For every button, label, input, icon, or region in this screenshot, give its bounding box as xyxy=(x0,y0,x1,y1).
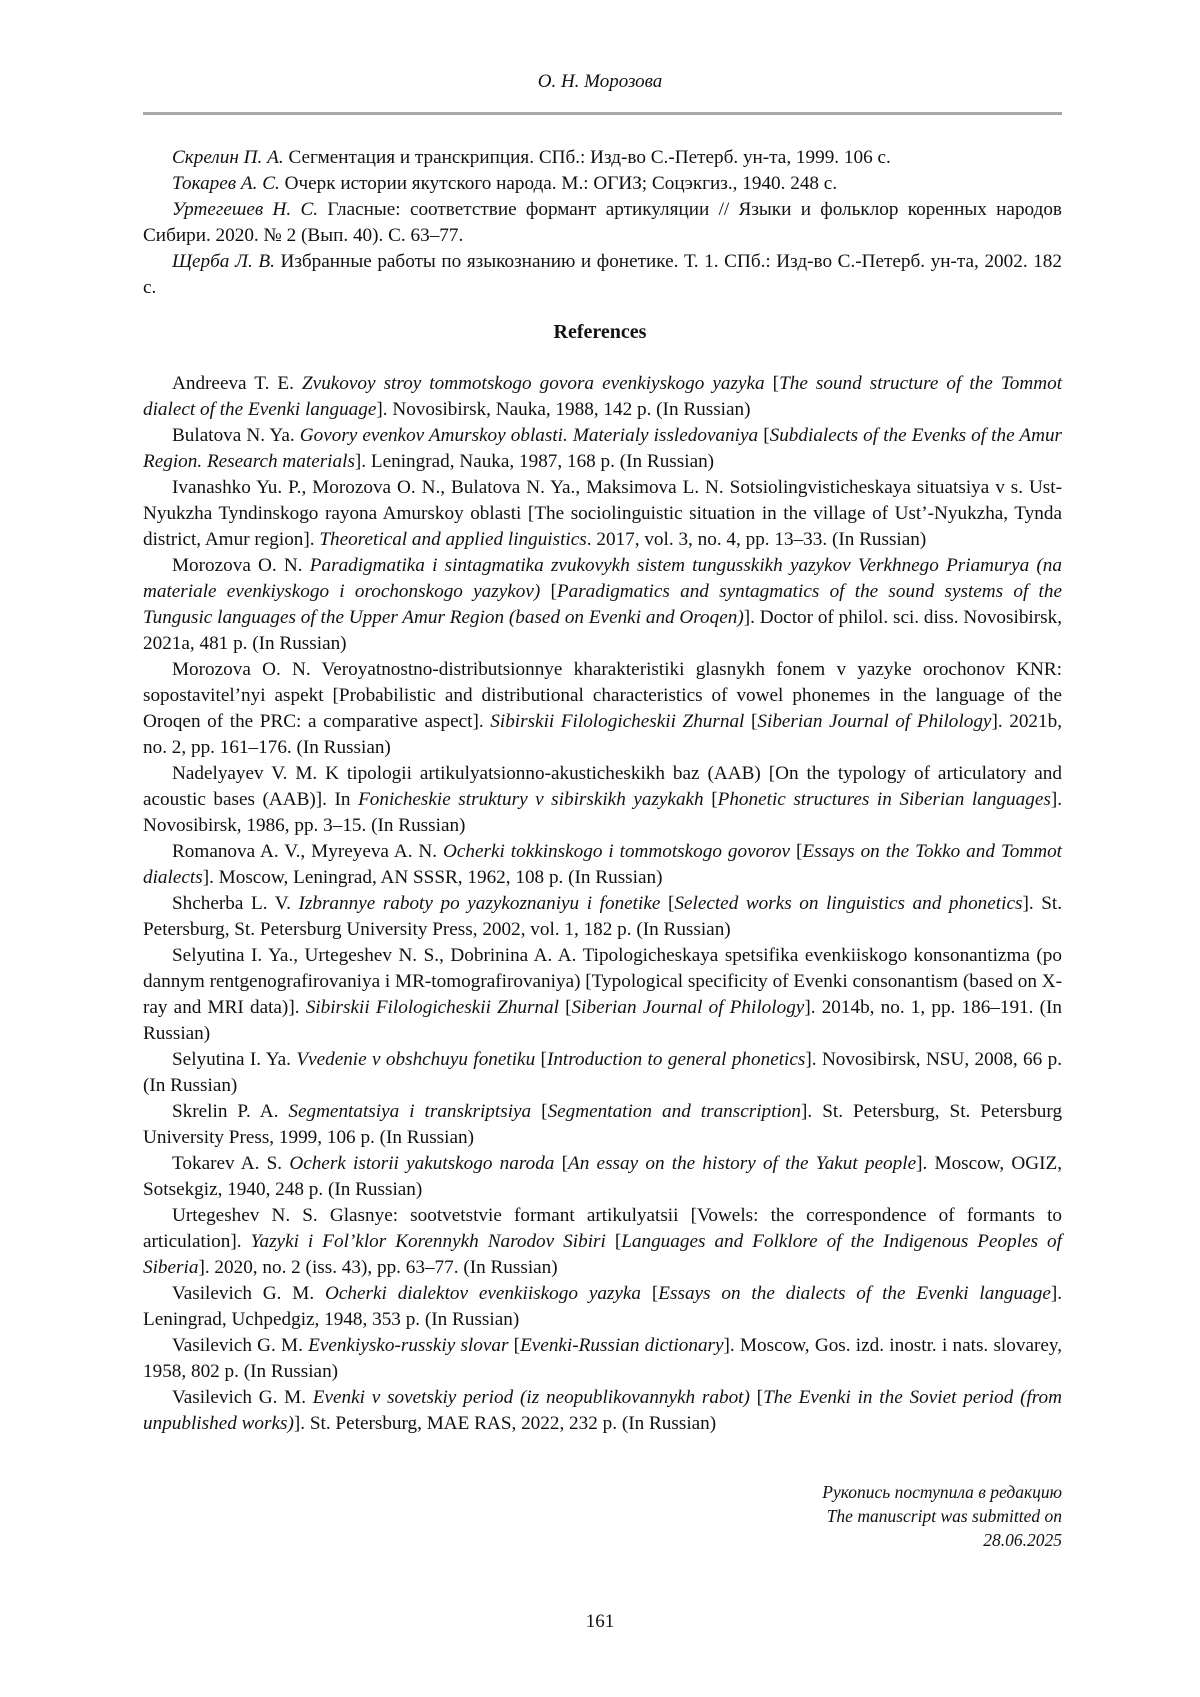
reference-text-segment: Andreeva T. E. xyxy=(172,373,302,394)
reference-text-segment: ]. Novosibirsk, 1986, pp. 3–15. (In Russian) xyxy=(143,789,1062,836)
reference-text-segment: . 2017, vol. 3, no. 4, pp. 13–33. (In Russian) xyxy=(586,529,927,550)
reference-text-segment: ]. Moscow, OGIZ, Sotsekgiz, 1940, 248 p. (In Russian) xyxy=(143,1153,1063,1200)
reference-entry xyxy=(143,475,1062,553)
reference-italic-segment: Languages and Folklore of the Indigenous Peoples of Siberia xyxy=(143,1231,1062,1278)
reference-italic-segment: Yazyki i Fol’klor Korennykh Narodov Sibiri xyxy=(250,1231,606,1252)
reference-entry xyxy=(143,423,1062,475)
reference-entry xyxy=(143,171,1062,197)
references-heading: References xyxy=(553,321,647,343)
reference-italic-segment: Ocherk istorii yakutskogo naroda xyxy=(289,1153,555,1174)
reference-text-segment: ]. 2020, no. 2 (iss. 43), pp. 63–77. (In Russian) xyxy=(198,1257,558,1278)
reference-text-segment: [ xyxy=(641,1283,659,1304)
reference-text-segment: Romanova A. V., Myreyeva A. N. xyxy=(172,841,444,862)
reference-text-segment: [ xyxy=(758,425,770,446)
submission-line-en: The manuscript was submitted on xyxy=(826,1506,1062,1526)
english-reference-list xyxy=(143,371,1062,1437)
reference-text-segment: ]. St. Petersburg, MAE RAS, 2022, 232 p. (In Russian) xyxy=(293,1413,717,1434)
reference-entry xyxy=(143,249,1062,301)
reference-italic-segment: Phonetic structures in Siberian languages xyxy=(717,789,1051,810)
reference-text-segment: [ xyxy=(749,1387,764,1408)
reference-text-segment: [ xyxy=(508,1335,521,1356)
reference-italic-segment: Essays on the dialects of the Evenki language xyxy=(658,1283,1051,1304)
reference-text-segment: [ xyxy=(744,711,758,732)
reference-entry xyxy=(143,1099,1062,1151)
reference-italic-segment: Sibirskii Filologicheskii Zhurnal xyxy=(305,997,559,1018)
reference-italic-segment: Siberian Journal of Philology xyxy=(757,711,992,732)
reference-text-segment: Nadelyayev V. M. K tipologii artikulyatsionno-akusticheskikh baz (AAB) [On the typology of articulatory and acoustic bases (AAB)]. In xyxy=(143,763,1062,810)
reference-text-segment: Гласные: соответствие формант артикуляции // Языки и фольклор коренных народов Сибири. 2020. № 2 (Вып. 40). С. 63–77. xyxy=(143,199,1062,246)
reference-italic-segment: Subdialects of the Evenks of the Amur Region. Research materials xyxy=(143,425,1063,472)
reference-italic-segment: Evenki-Russian dictionary xyxy=(520,1335,724,1356)
reference-text-segment: [ xyxy=(605,1231,622,1252)
running-header-author: О. Н. Морозова xyxy=(537,71,663,92)
reference-italic-segment: Izbrannye raboty po yazykoznaniyu i fonetike xyxy=(298,893,661,914)
reference-entry xyxy=(143,197,1062,249)
russian-reference-list xyxy=(143,145,1062,301)
reference-entry xyxy=(143,1281,1062,1333)
reference-text-segment: Morozova O. N. xyxy=(172,555,310,576)
reference-entry xyxy=(143,1385,1062,1437)
reference-text-segment: [ xyxy=(764,373,780,394)
reference-italic-segment: Introduction to general phonetics xyxy=(546,1049,806,1070)
reference-text-segment: Selyutina I. Ya., Urtegeshev N. S., Dobrinina A. A. Tipologicheskaya spetsifika evenkiiskogo konsonantizma (po dannym rentgenografirovaniya i MR-tomografirovaniya) [Typological specificity of Evenki consonantism (based on X-ray and MRI data)]. xyxy=(143,945,1062,1018)
reference-italic-segment: Siberian Journal of Philology xyxy=(571,997,805,1018)
reference-entry xyxy=(143,1203,1062,1281)
reference-entry xyxy=(143,145,1062,171)
submission-note xyxy=(662,1480,1062,1552)
reference-italic-segment: Ocherki tokkinskogo i tommotskogo govorov xyxy=(443,841,791,862)
reference-italic-segment: Paradigmatics and syntagmatics of the sound systems of the Tungusic languages of the Upper Amur Region (based on Evenki and Oroqen) xyxy=(143,581,1062,628)
reference-text-segment: ]. Doctor of philol. sci. diss. Novosibirsk, 2021a, 481 p. (In Russian) xyxy=(143,607,1062,654)
reference-italic-segment: Щерба Л. В. xyxy=(172,251,275,272)
reference-italic-segment: Zvukovoy stroy tommotskogo govora evenkiyskogo yazyka xyxy=(302,373,765,394)
reference-text-segment: [ xyxy=(790,841,803,862)
reference-italic-segment: Fonicheskie struktury v sibirskikh yazykakh xyxy=(358,789,704,810)
reference-text-segment: Tokarev A. S. xyxy=(172,1153,290,1174)
reference-italic-segment: Уртегешев Н. С. xyxy=(172,199,319,220)
reference-italic-segment: Theoretical and applied linguistics xyxy=(319,529,587,550)
reference-text-segment: Избранные работы по языкознанию и фонетике. Т. 1. СПб.: Изд-во С.-Петерб. ун-та, 2002. 182 с. xyxy=(143,251,1062,298)
submission-line-ru: Рукопись поступила в редакцию xyxy=(822,1482,1062,1502)
submission-date: 28.06.2025 xyxy=(983,1530,1062,1550)
reference-entry xyxy=(143,891,1062,943)
reference-italic-segment: The Evenki in the Soviet period (from unpublished works) xyxy=(143,1387,1062,1434)
reference-text-segment: Сегментация и транскрипция. СПб.: Изд-во С.-Петерб. ун-та, 1999. 106 с. xyxy=(283,147,891,168)
reference-entry xyxy=(143,839,1062,891)
header-divider xyxy=(143,112,1062,115)
reference-italic-segment: Paradigmatika i sintagmatika zvukovykh sistem tungusskikh yazykov Verkhnego Priamurya (na materiale evenkiyskogo i orochonskogo yazykov) xyxy=(143,555,1062,602)
reference-entry xyxy=(143,1333,1062,1385)
reference-text-segment: ]. St. Petersburg, St. Petersburg University Press, 2002, vol. 1, 182 p. (In Russian) xyxy=(143,893,1063,940)
reference-text-segment: Morozova O. N. Veroyatnostno-distributsionnye kharakteristiki glasnykh fonem v yazyke orochonov KNR: sopostavitel’nyi aspekt [Probabilistic and distributional characteristics of vowel phonemes in the language of the Oroqen of the PRC: a comparative aspect]. xyxy=(143,659,1062,732)
reference-entry xyxy=(143,371,1062,423)
reference-text-segment: Selyutina I. Ya. xyxy=(172,1049,297,1070)
reference-entry xyxy=(143,761,1062,839)
reference-italic-segment: Segmentation and transcription xyxy=(547,1101,802,1122)
reference-italic-segment: Ocherki dialektov evenkiiskogo yazyka xyxy=(325,1283,642,1304)
reference-text-segment: ]. 2014b, no. 1, pp. 186–191. (In Russian) xyxy=(143,997,1063,1044)
reference-italic-segment: Скрелин П. А. xyxy=(172,147,284,168)
reference-italic-segment: Segmentatsiya i transkriptsiya xyxy=(288,1101,532,1122)
reference-text-segment: ]. Leningrad, Nauka, 1987, 168 p. (In Russian) xyxy=(354,451,715,472)
reference-italic-segment: Govory evenkov Amurskoy oblasti. Materialy issledovaniya xyxy=(299,425,759,446)
reference-italic-segment: Essays on the Tokko and Tommot dialects xyxy=(143,841,1063,888)
reference-text-segment: [ xyxy=(535,1049,547,1070)
reference-italic-segment: Vvedenie v obshchuyu fonetiku xyxy=(296,1049,536,1070)
reference-text-segment: ]. St. Petersburg, St. Petersburg University Press, 1999, 106 p. (In Russian) xyxy=(143,1101,1063,1148)
reference-text-segment: [ xyxy=(660,893,675,914)
reference-text-segment: [ xyxy=(703,789,718,810)
reference-text-segment: ]. Moscow, Gos. izd. inostr. i nats. slovarey, 1958, 802 p. (In Russian) xyxy=(143,1335,1063,1382)
reference-text-segment: ]. Leningrad, Uchpedgiz, 1948, 353 p. (In Russian) xyxy=(143,1283,1063,1330)
reference-text-segment: Urtegeshev N. S. Glasnye: sootvetstvie formant artikulyatsii [Vowels: the correspondence of formants to articulation]. xyxy=(143,1205,1062,1252)
reference-text-segment: Vasilevich G. M. xyxy=(172,1283,326,1304)
reference-italic-segment: An essay on the history of the Yakut people xyxy=(568,1153,917,1174)
reference-text-segment: [ xyxy=(531,1101,548,1122)
reference-text-segment: Skrelin P. A. xyxy=(172,1101,289,1122)
reference-text-segment: ]. Moscow, Leningrad, AN SSSR, 1962, 108 p. (In Russian) xyxy=(202,867,663,888)
reference-italic-segment: Sibirskii Filologicheskii Zhurnal xyxy=(490,711,745,732)
reference-text-segment: ]. Novosibirsk, NSU, 2008, 66 p. (In Russian) xyxy=(143,1049,1063,1096)
reference-text-segment: Очерк истории якутского народа. М.: ОГИЗ; Соцэкгиз., 1940. 248 с. xyxy=(279,173,838,194)
reference-entry xyxy=(143,553,1062,657)
reference-entry xyxy=(143,943,1062,1047)
reference-text-segment: ]. Novosibirsk, Nauka, 1988, 142 p. (In Russian) xyxy=(376,399,751,420)
reference-text-segment: Vasilevich G. M. xyxy=(172,1387,313,1408)
reference-italic-segment: The sound structure of the Tommot dialect of the Evenki language xyxy=(143,373,1063,420)
reference-text-segment: [ xyxy=(540,581,557,602)
reference-text-segment: Vasilevich G. M. xyxy=(172,1335,309,1356)
reference-text-segment: [ xyxy=(554,1153,569,1174)
reference-entry xyxy=(143,1047,1062,1099)
reference-text-segment: Ivanashko Yu. P., Morozova O. N., Bulatova N. Ya., Maksimova L. N. Sotsiolingvisticheskaya situatsiya v s. Ust-Nyukzha Tyndinskogo rayona Amurskoy oblasti [The sociolinguistic situation in the village of Ust’-Nyukzha, Tynda district, Amur region]. xyxy=(143,477,1062,550)
reference-text-segment: ]. 2021b, no. 2, pp. 161–176. (In Russian) xyxy=(143,711,1063,758)
reference-text-segment: Bulatova N. Ya. xyxy=(172,425,300,446)
reference-italic-segment: Токарев А. С. xyxy=(172,173,280,194)
reference-italic-segment: Selected works on linguistics and phonetics xyxy=(674,893,1023,914)
reference-entry xyxy=(143,1151,1062,1203)
reference-text-segment: Shcherba L. V. xyxy=(172,893,299,914)
reference-entry xyxy=(143,657,1062,761)
reference-text-segment: [ xyxy=(558,997,572,1018)
page-number: 161 xyxy=(585,1611,615,1632)
reference-italic-segment: Evenki v sovetskiy period (iz neopublikovannykh rabot) xyxy=(312,1387,750,1408)
reference-italic-segment: Evenkiysko-russkiy slovar xyxy=(308,1335,509,1356)
